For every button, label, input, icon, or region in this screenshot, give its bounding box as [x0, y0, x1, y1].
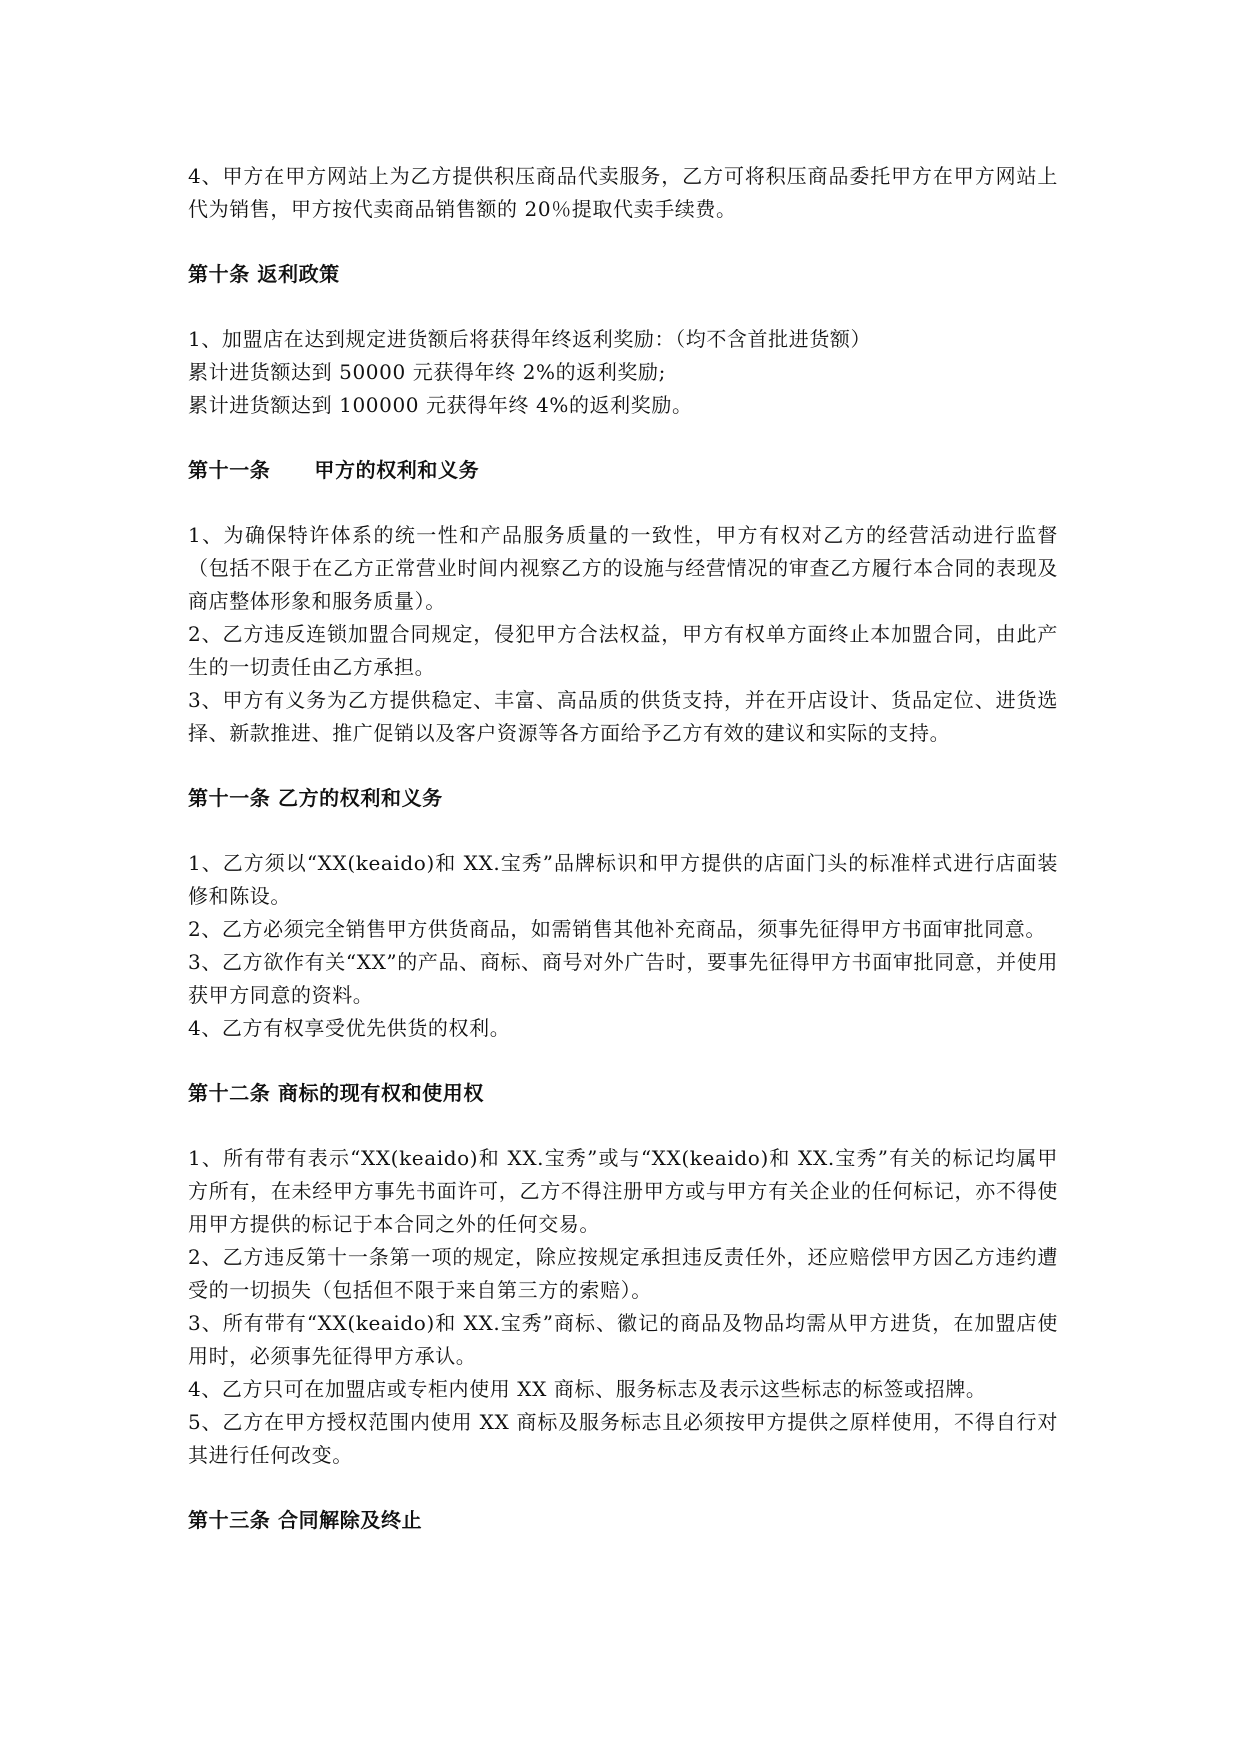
- trademark-clause-5: 5、乙方在甲方授权范围内使用 XX 商标及服务标志且必须按甲方提供之原样使用，不得自行对其进行任何改变。: [188, 1410, 1058, 1467]
- rebate-line-1: 1、加盟店在达到规定进货额后将获得年终返利奖励：（均不含首批进货额）: [188, 327, 872, 351]
- heading-article-11-title: 甲方的权利和义务: [314, 458, 480, 482]
- trademark-clause-3: 3、所有带有“XX(keaido)和 XX.宝秀”商标、徽记的商品及物品均需从甲方进货，在加盟店使用时，必须事先征得甲方承认。: [188, 1311, 1058, 1368]
- heading-article-11-party-a: [188, 454, 1058, 487]
- party-a-clause-1: 1、为确保特许体系的统一性和产品服务质量的一致性，甲方有权对乙方的经营活动进行监督（包括不限于在乙方正常营业时间内视察乙方的设施与经营情况的审查乙方履行本合同的表现及商店整体形象和服务质量）。: [188, 523, 1058, 613]
- party-a-clause-3: 3、甲方有义务为乙方提供稳定、丰富、高品质的供货支持，并在开店设计、货品定位、进货选择、新款推进、推广促销以及客户资源等各方面给予乙方有效的建议和实际的支持。: [188, 688, 1058, 745]
- party-b-clause-3: 3、乙方欲作有关“XX”的产品、商标、商号对外广告时，要事先征得甲方书面审批同意，并使用获甲方同意的资料。: [188, 950, 1058, 1007]
- trademark-clause-2: 2、乙方违反第十一条第一项的规定，除应按规定承担违反责任外，还应赔偿甲方因乙方违约遭受的一切损失（包括但不限于来自第三方的索赔）。: [188, 1245, 1058, 1302]
- heading-article-10: 第十条 返利政策: [188, 262, 340, 286]
- trademark-clause-4: 4、乙方只可在加盟店或专柜内使用 XX 商标、服务标志及表示这些标志的标签或招牌。: [188, 1377, 987, 1401]
- heading-article-13: 第十三条 合同解除及终止: [188, 1508, 423, 1532]
- rebate-line-2: 累计进货额达到 50000 元获得年终 2%的返利奖励;: [188, 360, 666, 384]
- trademark-clause-1: 1、所有带有表示“XX(keaido)和 XX.宝秀”或与“XX(keaido)和 XX.宝秀”有关的标记均属甲方所有，在未经甲方事先书面许可，乙方不得注册甲方或与甲方有关企业的任何标记，亦不得使用甲方提供的标记于本合同之外的任何交易。: [188, 1146, 1058, 1236]
- party-b-clause-4: 4、乙方有权享受优先供货的权利。: [188, 1016, 511, 1040]
- rebate-line-3: 累计进货额达到 100000 元获得年终 4%的返利奖励。: [188, 393, 693, 417]
- party-b-clause-1: 1、乙方须以“XX(keaido)和 XX.宝秀”品牌标识和甲方提供的店面门头的标准样式进行店面装修和陈设。: [188, 851, 1058, 908]
- document-body: [188, 160, 1058, 1537]
- party-a-clause-2: 2、乙方违反连锁加盟合同规定，侵犯甲方合法权益，甲方有权单方面终止本加盟合同，由此产生的一切责任由乙方承担。: [188, 622, 1058, 679]
- heading-article-11-party-b: 第十一条 乙方的权利和义务: [188, 786, 443, 810]
- heading-article-12: 第十二条 商标的现有权和使用权: [188, 1081, 484, 1105]
- paragraph-consignment-service: 4、甲方在甲方网站上为乙方提供积压商品代卖服务，乙方可将积压商品委托甲方在甲方网站上代为销售，甲方按代卖商品销售额的 20％提取代卖手续费。: [188, 164, 1058, 221]
- heading-article-11-number: 第十一条: [188, 458, 271, 482]
- party-b-clause-2: 2、乙方必须完全销售甲方供货商品，如需销售其他补充商品，须事先征得甲方书面审批同意。: [188, 917, 1046, 941]
